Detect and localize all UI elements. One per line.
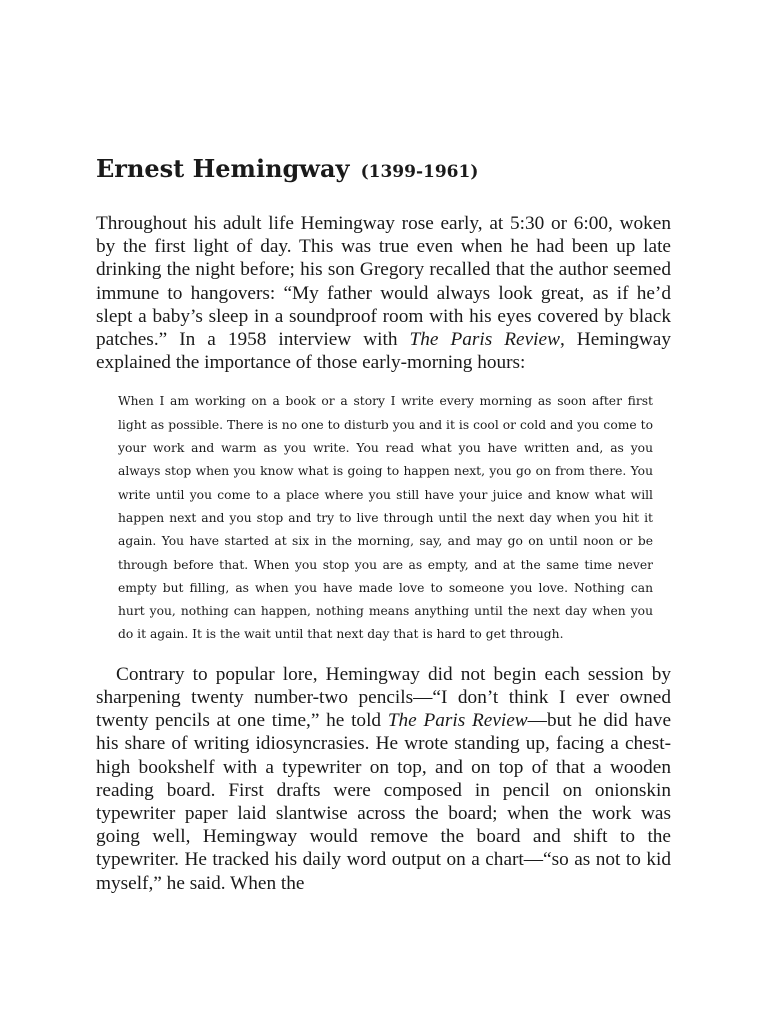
paragraph-1-text-b: , Hemingway explained the importance of those early-morning hours: (96, 329, 672, 374)
block-quote: When I am working on a book or a story I write every morning as soon after first light as possible. There is no one to disturb you and it is cool or cold and you come to your work and warm as you write. You read what you have written and, as you always stop when you know what is going to happen next, you go on from there. You write until you come to a place where you still have your juice and know what will happen next and you stop and try to live through until the next day when you hit it again. You have started at six in the morning, say, and may go on until noon or be through before that. When you stop you are as empty, and at the same time never empty but filling, as when you have made love to someone you love. Nothing can hurt you, nothing can happen, nothing means anything until the next day when you do it again. It is the wait until that next day that is hard to get through. (118, 394, 653, 642)
paragraph-1-italic-title: The Paris Review (409, 329, 560, 351)
section-heading (96, 150, 671, 188)
document-page (96, 150, 671, 895)
paragraph-2-italic-title: The Paris Review (387, 710, 528, 732)
paragraph-2-text-b: —but he did have his share of writing idiosyncrasies. He wrote standing up, facing a chest-high bookshelf with a typewriter on top, and on top of that a wooden reading board. First drafts were composed in pencil on onionskin typewriter paper laid slantwise across the board; when the work was going well, Hemingway would remove the board and shift to the typewriter. He tracked his daily word output on a chart—“so as not to kid myself,” he said. When the (96, 710, 672, 894)
body-paragraph-2 (96, 663, 671, 895)
paragraph-1-text-a: Throughout his adult life Hemingway rose early, at 5:30 or 6:00, woken by the first light of day. This was true even when he had been up late drinking the night before; his son Gregory recalled that the author seemed immune to hangovers: “My father would always look great, as if he’d slept a baby’s sleep in a soundproof room with his eyes covered by black patches.” In a 1958 interview with (96, 213, 671, 351)
author-dates: (1399-1961) (360, 162, 479, 182)
paragraph-2-text-a: Contrary to popular lore, Hemingway did not begin each session by sharpening twenty number-two pencils—“I don’t think I ever owned twenty pencils at one time,” he told (96, 663, 671, 732)
author-name: Ernest Hemingway (96, 154, 350, 183)
body-paragraph-1 (96, 212, 671, 374)
